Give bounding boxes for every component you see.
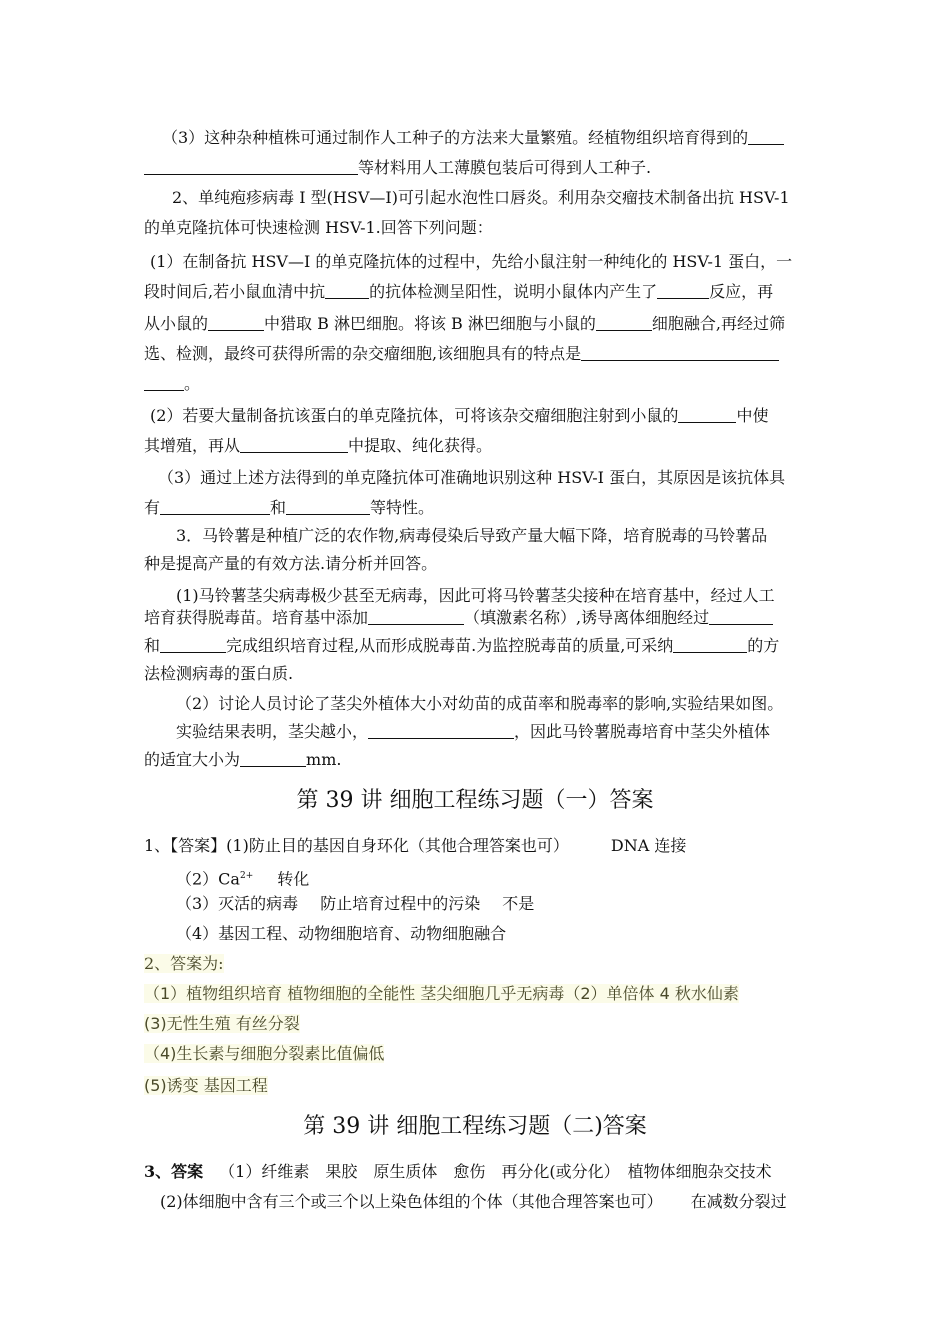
blank — [144, 374, 184, 391]
q2-line7 — [144, 372, 200, 396]
answer-text: （4)生长素与细胞分裂素比值偏低 — [144, 1044, 385, 1063]
blank — [657, 282, 709, 299]
blank — [581, 344, 779, 361]
blank — [325, 282, 369, 299]
q2-text: 有 — [144, 498, 161, 517]
q2-line5 — [144, 312, 785, 336]
q2-line9 — [144, 434, 492, 458]
answers1-title: 第 39 讲 细胞工程练习题（一）答案 — [296, 788, 654, 813]
answer-text: （2）Ca — [176, 869, 240, 889]
q2-text: 。 — [184, 374, 201, 393]
answer-text: 不是 — [502, 894, 535, 913]
blank — [160, 498, 270, 515]
blank — [208, 314, 264, 331]
answer-text: (3)无性生殖 有丝分裂 — [144, 1014, 300, 1033]
answer1-line1 — [144, 834, 686, 858]
answer-text: (2)体细胞中含有三个或三个以上染色体组的个体（其他合理答案也可） — [160, 1192, 663, 1211]
q3-text: 和 — [144, 636, 161, 655]
q3-line7: （2）讨论人员讨论了茎尖外植体大小对幼苗的成苗率和脱毒率的影响,实验结果如图。 — [176, 694, 784, 713]
q3-text: 的方 — [747, 636, 780, 655]
q3-line8 — [176, 720, 770, 744]
answer2-line4 — [144, 1042, 384, 1066]
q3-text: 的适宜大小为 — [144, 750, 241, 769]
q2-text: 的抗体检测呈阳性，说明小鼠体内产生了 — [369, 282, 658, 301]
q2-text: 从小鼠的 — [144, 314, 209, 333]
answer-label: 3、答案 — [144, 1162, 204, 1181]
q2-text: 和 — [270, 498, 287, 517]
answer-text: （1）植物组织培育 植物细胞的全能性 茎尖细胞几乎无病毒（2）单倍体 4 秋水仙素 — [144, 984, 739, 1003]
blank — [596, 314, 652, 331]
q2-text: 中猎取 B 淋巴细胞。将该 B 淋巴细胞与小鼠的 — [264, 314, 596, 333]
q2-line6 — [144, 342, 779, 366]
blank — [673, 636, 747, 653]
answer3-line2 — [160, 1190, 787, 1214]
answer-text: 防止培育过程中的污染 — [320, 894, 481, 913]
q1-text: 等材料用人工薄膜包装后可得到人工种子. — [358, 158, 652, 177]
answer1-line3 — [176, 892, 534, 916]
answer2-head — [144, 952, 224, 976]
answer-text: 转化 — [277, 869, 310, 889]
blank — [240, 436, 348, 453]
q2-line8 — [150, 404, 768, 428]
q2-text: 中使 — [736, 406, 769, 425]
blank — [368, 722, 514, 739]
q2-text: (2）若要大量制备抗该蛋白的单克隆抗体，可将该杂交瘤细胞注射到小鼠的 — [150, 406, 679, 425]
q1-text: （3）这种杂种植株可通过制作人工种子的方法来大量繁殖。经植物组织培育得到的 — [162, 128, 749, 147]
answer-text: 在减数分裂过 — [690, 1192, 787, 1211]
q2-line4 — [144, 280, 773, 304]
answer2-line3 — [144, 1012, 300, 1036]
q2-text: 等特性。 — [370, 498, 435, 517]
blank — [240, 750, 306, 767]
q2-text: 中提取、纯化获得。 — [348, 436, 493, 455]
blank — [368, 608, 464, 625]
q2-text: 其增殖，再从 — [144, 436, 241, 455]
answer3-line1 — [144, 1160, 772, 1184]
q3-line4 — [144, 606, 773, 630]
q3-text: mm. — [306, 750, 342, 769]
q3-text: 完成组织培育过程,从而形成脱毒苗.为监控脱毒苗的质量,可采纳 — [226, 636, 674, 655]
answer1-line2 — [176, 864, 309, 891]
q3-line3: (1)马铃薯茎尖病毒极少甚至无病毒，因此可将马铃薯茎尖接种在培育基中，经过人工 — [176, 586, 775, 605]
blank — [144, 158, 358, 175]
q1-part3-line1 — [162, 126, 784, 150]
answer2-line1 — [144, 982, 739, 1006]
blank — [748, 128, 784, 145]
q3-text: 培育获得脱毒苗。培育基中添加 — [144, 608, 369, 627]
answer1-line4: （4）基因工程、动物细胞培育、动物细胞融合 — [176, 924, 507, 943]
answer-text: （1）纤维素 果胶 原生质体 愈伤 再分化(或分化） 植物体细胞杂交技术 — [219, 1162, 772, 1181]
q2-line1: 2、单纯疱疹病毒 I 型(HSV—I)可引起水泡性口唇炎。利用杂交瘤技术制备出抗 HSV-1 — [172, 188, 790, 207]
q3-text: 实验结果表明，茎尖越小， — [176, 722, 369, 741]
q3-line1: 3．马铃薯是种植广泛的农作物,病毒侵染后导致产量大幅下降，培育脱毒的马铃薯品 — [176, 526, 768, 545]
q2-text: 细胞融合,再经过筛 — [651, 314, 785, 333]
answer-text: （3）灭活的病毒 — [176, 894, 299, 913]
q3-line9 — [144, 748, 341, 772]
blank — [678, 406, 736, 423]
q2-line3: (1）在制备抗 HSV—I 的单克隆抗体的过程中，先给小鼠注射一种纯化的 HSV-1 蛋白，一 — [150, 252, 793, 271]
q2-line11 — [144, 496, 434, 520]
q2-text: 反应，再 — [709, 282, 774, 301]
blank — [160, 636, 226, 653]
q2-text: 段时间后,若小鼠血清中抗 — [144, 282, 326, 301]
q2-text: 选、检测，最终可获得所需的杂交瘤细胞,该细胞具有的特点是 — [144, 344, 582, 363]
answer2-line5 — [144, 1074, 268, 1098]
q3-line6: 法检测病毒的蛋白质. — [144, 664, 294, 683]
answers2-title: 第 39 讲 细胞工程练习题（二)答案 — [303, 1114, 647, 1139]
answer-text: (5)诱变 基因工程 — [144, 1076, 268, 1095]
answer-text: 1、【答案】(1)防止目的基因自身环化（其他合理答案也可） — [144, 836, 569, 855]
q3-text: ，因此马铃薯脱毒培育中茎尖外植体 — [514, 722, 771, 741]
q3-text: （填激素名称）,诱导离体细胞经过 — [464, 608, 710, 627]
answer-text: 2、答案为: — [144, 954, 224, 973]
q3-line5 — [144, 634, 779, 658]
answer-text: DNA 连接 — [610, 836, 687, 855]
q1-part3-line2 — [144, 156, 651, 180]
q2-line2: 的单克隆抗体可快速检测 HSV-1.回答下列问题： — [144, 218, 493, 237]
superscript: 2+ — [239, 871, 254, 881]
blank — [709, 608, 773, 625]
blank — [286, 498, 370, 515]
q3-line2: 种是提高产量的有效方法.请分析并回答。 — [144, 554, 438, 573]
q2-line10: （3）通过上述方法得到的单克隆抗体可准确地识别这种 HSV-I 蛋白，其原因是该抗体具 — [158, 468, 786, 487]
